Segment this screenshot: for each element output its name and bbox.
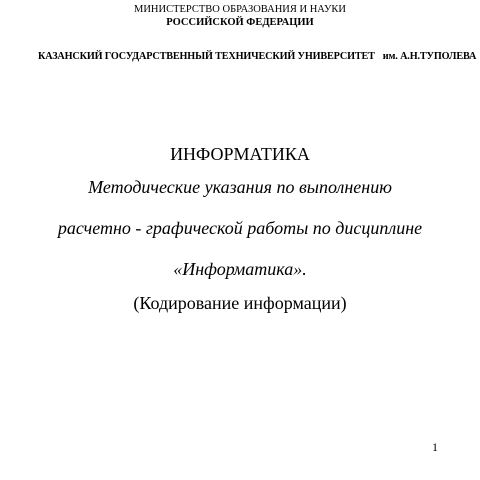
description-line-1: Методические указания по выполнению	[88, 177, 392, 197]
university-heading	[38, 50, 476, 63]
description-line-2: расчетно - графической работы по дисциплине	[57, 218, 423, 238]
ministry-heading: МИНИСТЕРСТВО ОБРАЗОВАНИЯ И НАУКИ	[134, 4, 346, 15]
topic-subtitle: (Кодирование информации)	[133, 293, 347, 313]
page-number: 1	[432, 440, 438, 454]
university-title: КАЗАНСКИЙ ГОСУДАРСТВЕННЫЙ ТЕХНИЧЕСКИЙ УНИВЕРСИТЕТ	[38, 51, 375, 62]
description-line-3: «Информатика».	[173, 259, 307, 279]
university-named-after: им. А.Н.ТУПОЛЕВА	[382, 51, 477, 62]
federation-heading: РОССИЙСКОЙ ФЕДЕРАЦИИ	[166, 17, 314, 28]
subject-title: ИНФОРМАТИКА	[170, 144, 310, 164]
